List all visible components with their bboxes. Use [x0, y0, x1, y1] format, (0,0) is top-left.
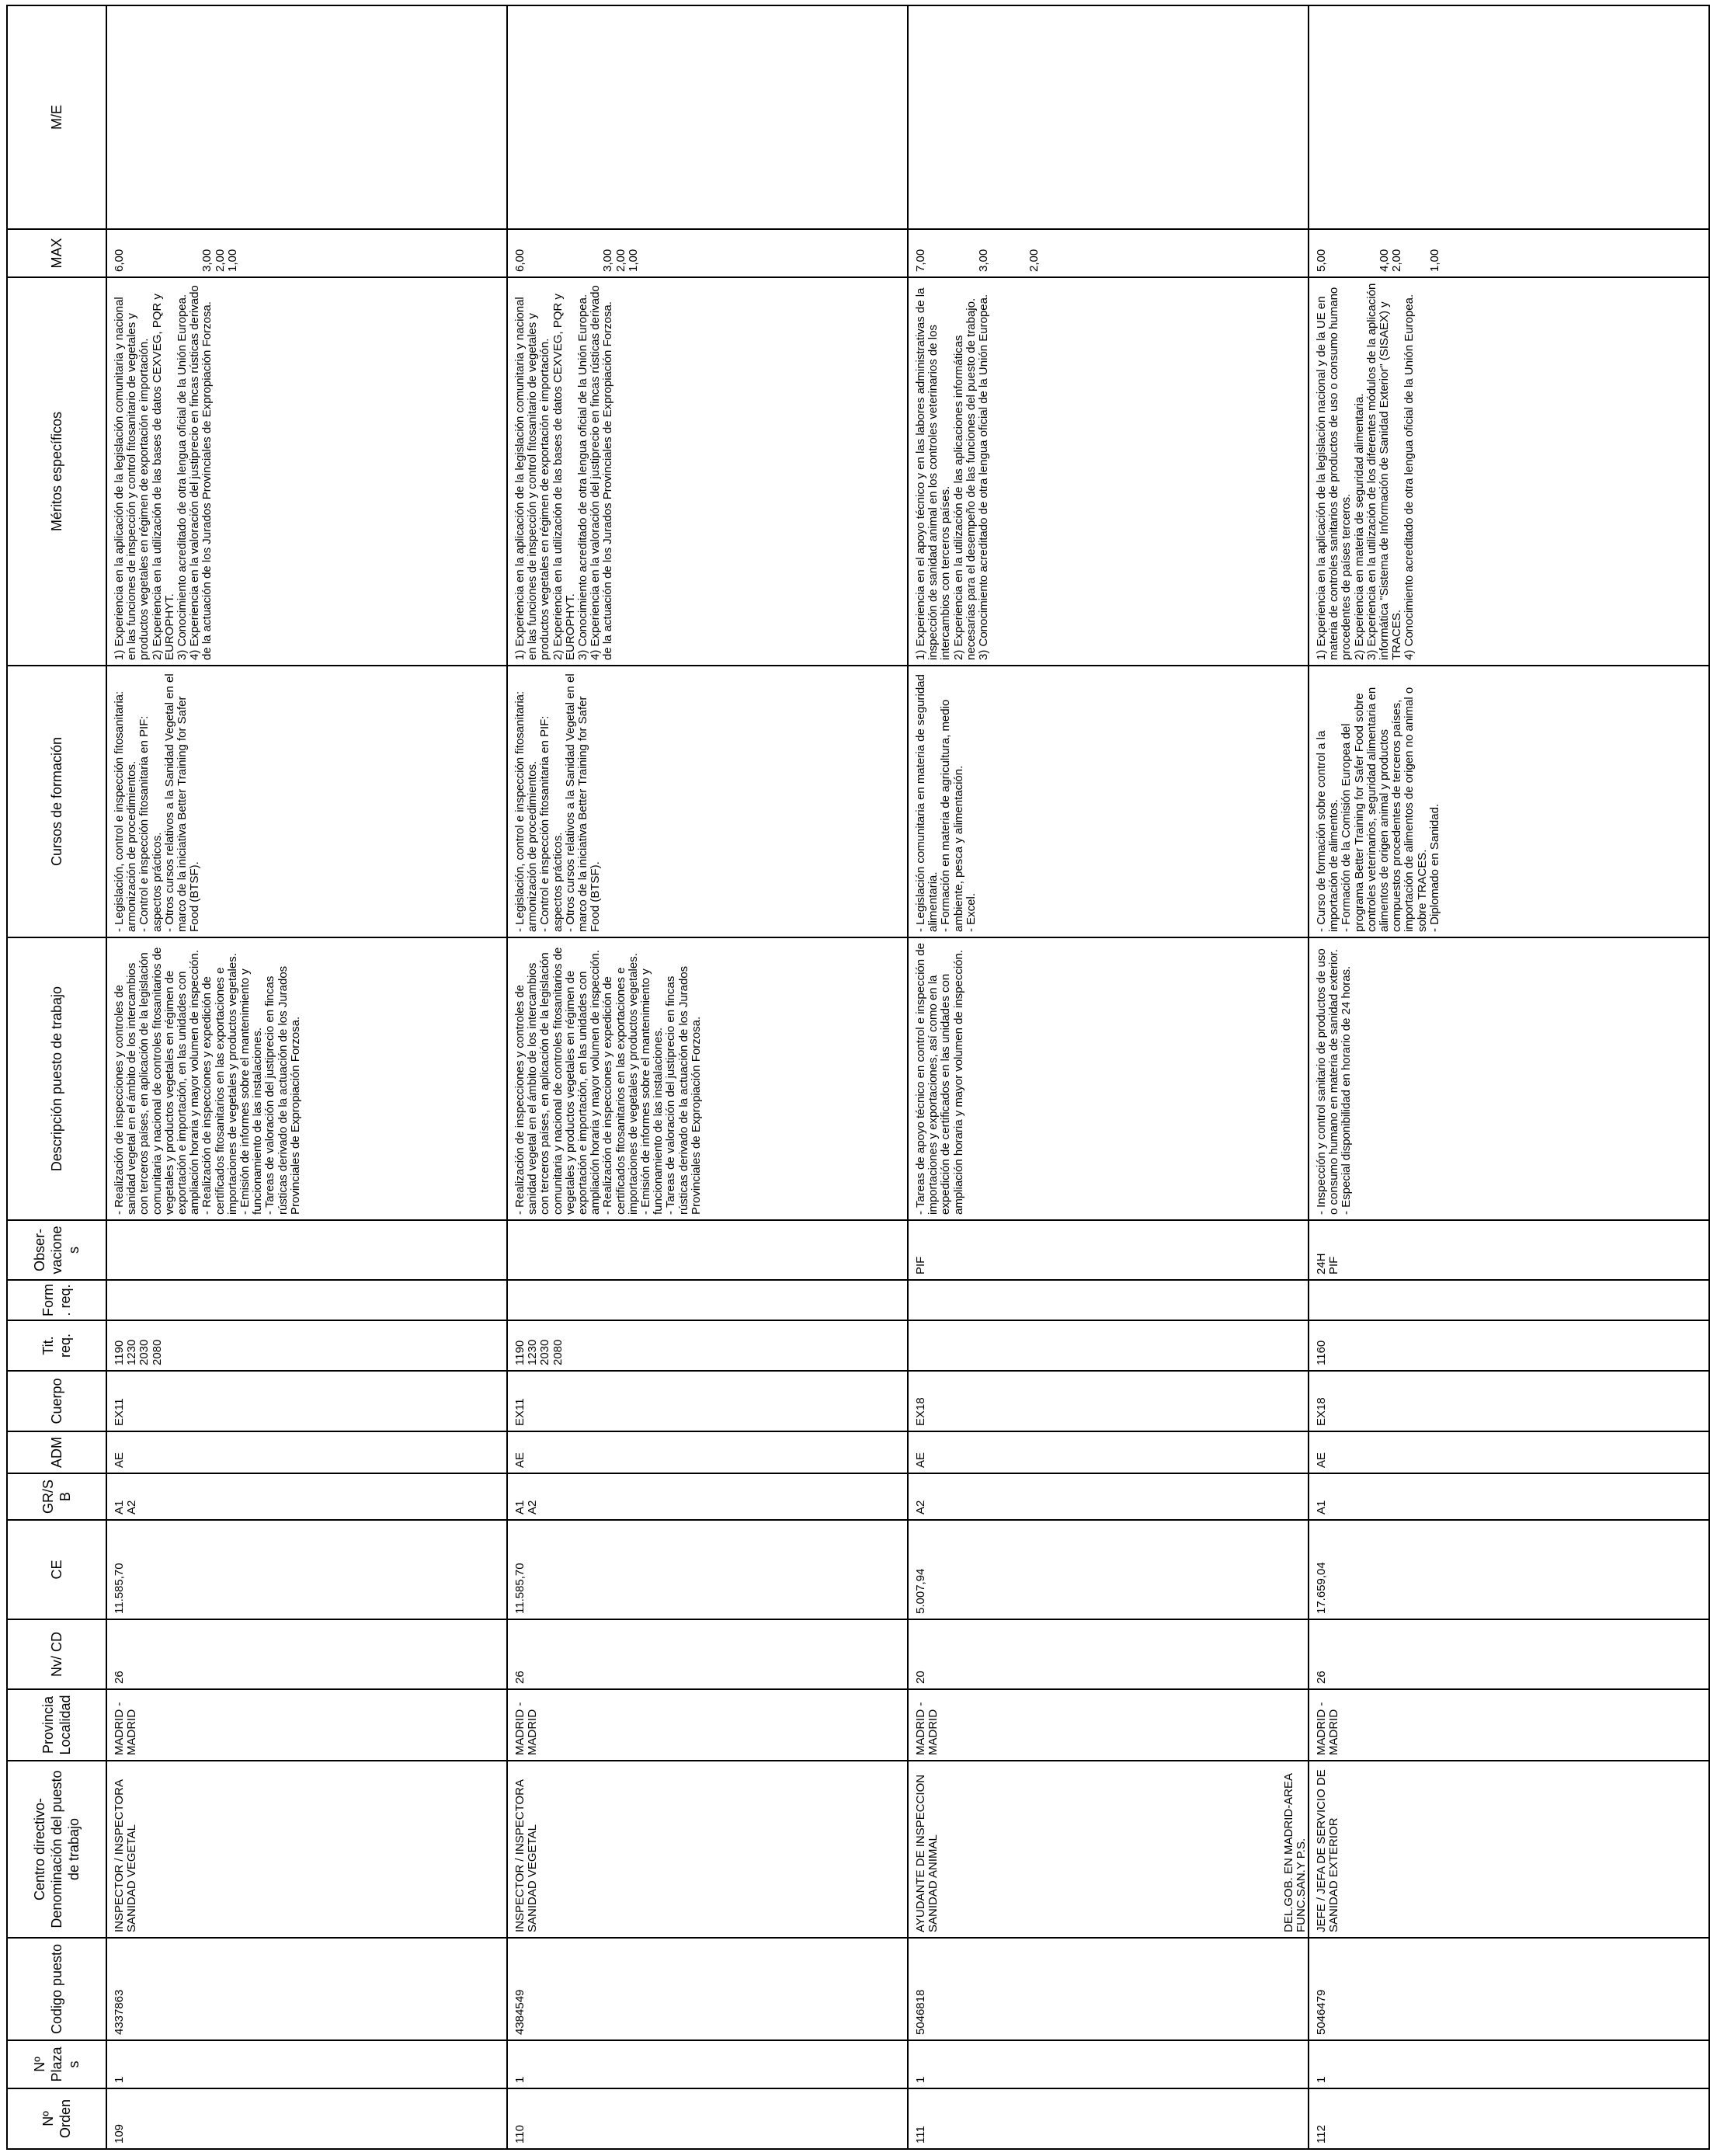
- cell-cuerpo: EX18: [1309, 1371, 1709, 1431]
- header-formacion: Form. req.: [7, 1280, 106, 1320]
- max-value: [1403, 235, 1416, 272]
- cell-max: [507, 229, 908, 277]
- cell-cuerpo: EX11: [106, 1371, 507, 1431]
- max-value: [1340, 235, 1353, 272]
- cell-centro: [908, 1761, 1309, 1938]
- max-value: 2,00: [1027, 249, 1041, 272]
- header-grupo: GR/SB: [7, 1473, 106, 1520]
- cell-plazas: 1: [908, 2040, 1309, 2088]
- cell-plazas: 1: [1309, 2040, 1709, 2088]
- cell-centro: [507, 1761, 908, 1938]
- table-row: [908, 5, 1309, 2149]
- cell-nivel: 26: [507, 1619, 908, 1689]
- max-value: [164, 235, 176, 272]
- max-value: [151, 235, 164, 272]
- cell-cursos: - Legislación, control e inspección fitosanitaria: armonización de procedimientos. - Control e inspección fitosanitaria en PIF: aspectos prácticos. - Otros cursos relativos a la Sanidad Vegetal en el marco de la iniciativa Better Training for Safer Food (BTSF).: [507, 666, 908, 937]
- cell-ce: 11.585,70: [106, 1520, 507, 1619]
- max-value: [176, 235, 189, 272]
- cell-cursos: - Legislación, control e inspección fitosanitaria: armonización de procedimientos. - Control e inspección fitosanitaria en PIF: aspectos prácticos. - Otros cursos relativos a la Sanidad Vegetal en el marco de la iniciativa Better Training for Safer Food (BTSF).: [106, 666, 507, 937]
- cell-centro: [106, 1761, 507, 1938]
- cell-provincia: MADRID - MADRID: [908, 1689, 1309, 1761]
- centro-directivo: DEL.GOB. EN MADRID-AREA FUNC.SAN.Y P.S.: [1281, 1772, 1308, 1932]
- cell-ce: 11.585,70: [507, 1520, 908, 1619]
- header-row: [7, 5, 106, 2149]
- header-orden: Nº Orden: [7, 2088, 106, 2149]
- cell-observaciones: [106, 1220, 507, 1280]
- header-max: MAX: [7, 229, 106, 277]
- cell-cursos: - Legislación comunitaria en materia de seguridad alimentaria. - Formación en materia de agricultura, medio ambiente, pesca y alimentación. - Excel.: [908, 666, 1309, 937]
- cell-orden: 112: [1309, 2088, 1709, 2149]
- header-centro: Centro directivo- Denominación del puesto de trabajo: [7, 1761, 106, 1938]
- cell-observaciones: 24H PIF: [1309, 1220, 1709, 1280]
- max-value: [552, 235, 565, 272]
- header-descripcion: Descripción puesto de trabajo: [7, 937, 106, 1220]
- max-value: [539, 235, 551, 272]
- header-cursos: Cursos de formación: [7, 666, 106, 937]
- header-me: M/E: [7, 5, 106, 229]
- cell-max: [1309, 229, 1709, 277]
- cell-titulacion: [908, 1320, 1309, 1371]
- cell-nivel: 26: [106, 1619, 507, 1689]
- cell-codigo: 5046479: [1309, 1938, 1709, 2040]
- cell-nivel: 26: [1309, 1619, 1709, 1689]
- header-nivel: Nv/ CD: [7, 1619, 106, 1689]
- max-value: 2,00: [1390, 249, 1404, 272]
- max-value: 3,00: [200, 249, 214, 272]
- cell-grupo: A1 A2: [106, 1473, 507, 1520]
- header-observaciones: Obser- vaciones: [7, 1220, 106, 1280]
- cell-formacion: [908, 1280, 1309, 1320]
- cell-descripcion: - Tareas de apoyo técnico en control e inspección de importaciones y exportaciones, así como en la expedición de certificados en las unidades con ampliación horaria y mayor volumen de inspección.: [908, 937, 1309, 1220]
- max-value: [589, 235, 602, 272]
- header-ce: CE: [7, 1520, 106, 1619]
- header-plazas: Nº Plazas: [7, 2040, 106, 2088]
- cell-titulacion: 1190 1230 2030 2080: [507, 1320, 908, 1371]
- cell-provincia: MADRID - MADRID: [507, 1689, 908, 1761]
- max-value: 7,00: [914, 249, 927, 272]
- cell-ce: 17.659,04: [1309, 1520, 1709, 1619]
- centro-puesto: INSPECTOR / INSPECTORA SANIDAD VEGETAL: [513, 1779, 540, 1932]
- max-value: [990, 235, 1003, 272]
- cell-descripcion: - Inspección y control sanitario de productos de uso o consumo humano en materia de sanidad exterior. - Especial disponibilidad en horario de 24 horas.: [1309, 937, 1709, 1220]
- header-adm: ADM: [7, 1431, 106, 1473]
- cell-descripcion: - Realización de inspecciones y controles de sanidad vegetal en el ámbito de los intercambios con terceros países, en aplicación de la legislación comunitaria y nacional de controles fitosanitarios de vegetales y productos vegetales en régimen de exportación e importación, en las unidades con ampliación horaria y mayor volumen de inspección. - Realización de inspecciones y expedición de certificados fitosanitarios en las exportaciones e importaciones de vegetales y productos vegetales. - Emisión de informes sobre el mantenimiento y funcionamiento de las instalaciones. - Tareas de valoración del justiprecio en fincas rústicas derivado de la actuación de los Jurados Provinciales de Expropiación Forzosa.: [507, 937, 908, 1220]
- cell-grupo: A2: [908, 1473, 1309, 1520]
- max-value: 6,00: [513, 249, 527, 272]
- max-value: 6,00: [113, 249, 126, 272]
- max-value: 3,00: [977, 249, 991, 272]
- cell-meritos: 1) Experiencia en la aplicación de la legislación comunitaria y nacional en las funciones de inspección y control fitosanitario de vegetales y productos vegetales en régimen de exportación e importación. 2) Experiencia en la utilización de las bases de datos CEXVEG, PQR y EUROPHYT. 3) Conocimiento acreditado de otra lengua oficial de la Unión Europea. 4) Experiencia en la valoración del justiprecio en fincas rústicas derivado de la actuación de los Jurados Provinciales de Expropiación Forzosa.: [106, 277, 507, 666]
- table-row: [1309, 5, 1709, 2149]
- max-value: [138, 235, 151, 272]
- cell-observaciones: PIF: [908, 1220, 1309, 1280]
- header-meritos: Méritos específicos: [7, 277, 106, 666]
- cell-nivel: 20: [908, 1619, 1309, 1689]
- max-value: 1,00: [225, 249, 239, 272]
- cell-plazas: 1: [507, 2040, 908, 2088]
- centro-puesto: INSPECTOR / INSPECTORA SANIDAD VEGETAL: [113, 1779, 139, 1932]
- cell-formacion: [507, 1280, 908, 1320]
- max-value: [1366, 235, 1378, 272]
- max-value: 4,00: [1378, 249, 1392, 272]
- cell-codigo: 5046818: [908, 1938, 1309, 2040]
- cell-meritos: 1) Experiencia en la aplicación de la legislación comunitaria y nacional en las funciones de inspección y control fitosanitario de vegetales y productos vegetales en régimen de exportación e importación. 2) Experiencia en la utilización de las bases de datos CEXVEG, PQR y EUROPHYT. 3) Conocimiento acreditado de otra lengua oficial de la Unión Europea. 4) Experiencia en la valoración del justiprecio en fincas rústicas derivado de la actuación de los Jurados Provinciales de Expropiación Forzosa.: [507, 277, 908, 666]
- cell-adm: AE: [908, 1431, 1309, 1473]
- max-value: [565, 235, 577, 272]
- cell-me: [507, 5, 908, 229]
- cell-observaciones: [507, 1220, 908, 1280]
- cell-meritos: 1) Experiencia en el apoyo técnico y en las labores administrativas de la inspección de sanidad animal en los controles veterinarios de los intercambios con terceros países. 2) Experiencia en la utilización de las aplicaciones informáticas necesarias para el desempeño de las funciones del puesto de trabajo. 3) Conocimiento acreditado de otra lengua oficial de la Unión Europea.: [908, 277, 1309, 666]
- cell-grupo: A1: [1309, 1473, 1709, 1520]
- cell-codigo: 4337863: [106, 1938, 507, 2040]
- cell-provincia: MADRID - MADRID: [106, 1689, 507, 1761]
- max-value: [1416, 235, 1429, 272]
- header-cuerpo: Cuerpo: [7, 1371, 106, 1431]
- puestos-table: [6, 5, 1710, 2150]
- max-value: [126, 235, 138, 272]
- max-value: [940, 235, 952, 272]
- max-value: [1354, 235, 1366, 272]
- cell-plazas: 1: [106, 2040, 507, 2088]
- max-value: 5,00: [1315, 249, 1328, 272]
- cell-provincia: MADRID - MADRID: [1309, 1689, 1709, 1761]
- cell-codigo: 4384549: [507, 1938, 908, 2040]
- cell-cuerpo: EX18: [908, 1371, 1309, 1431]
- max-value: [1328, 235, 1340, 272]
- cell-adm: AE: [1309, 1431, 1709, 1473]
- max-value: [189, 235, 201, 272]
- max-value: [927, 235, 940, 272]
- max-value: [1016, 235, 1028, 272]
- cell-titulacion: 1190 1230 2030 2080: [106, 1320, 507, 1371]
- centro-puesto: JEFE / JEFA DE SERVICIO DE SANIDAD EXTERIOR: [1315, 1769, 1341, 1932]
- max-value: [953, 235, 965, 272]
- table-row: [507, 5, 908, 2149]
- cell-titulacion: 1160: [1309, 1320, 1709, 1371]
- cell-ce: 5.007,94: [908, 1520, 1309, 1619]
- header-titulacion: Tit. req.: [7, 1320, 106, 1371]
- cell-formacion: [106, 1280, 507, 1320]
- table-row: [106, 5, 507, 2149]
- cell-orden: 111: [908, 2088, 1309, 2149]
- cell-adm: AE: [507, 1431, 908, 1473]
- cell-descripcion: - Realización de inspecciones y controles de sanidad vegetal en el ámbito de los intercambios con terceros países, en aplicación de la legislación comunitaria y nacional de controles fitosanitarios de vegetales y productos vegetales en régimen de exportación e importación, en las unidades con ampliación horaria y mayor volumen de inspección. - Realización de inspecciones y expedición de certificados fitosanitarios en las exportaciones e importaciones de vegetales y productos vegetales. - Emisión de informes sobre el mantenimiento y funcionamiento de las instalaciones. - Tareas de valoración del justiprecio en fincas rústicas derivado de la actuación de los Jurados Provinciales de Expropiación Forzosa.: [106, 937, 507, 1220]
- cell-max: [106, 229, 507, 277]
- cell-cuerpo: EX11: [507, 1371, 908, 1431]
- max-value: 2,00: [213, 249, 227, 272]
- cell-me: [1309, 5, 1709, 229]
- max-value: [965, 235, 978, 272]
- cell-orden: 110: [507, 2088, 908, 2149]
- cell-max: [908, 229, 1309, 277]
- cell-meritos: 1) Experiencia en la aplicación de la legislación nacional y de la UE en materia de controles sanitarios de productos de uso o consumo humano procedentes de países terceros. 2) Experiencia en materia de seguridad alimentaria. 3) Experiencia en la utilización de los diferentes módulos de la aplicación informática "Sistema de Información de Sanidad Exterior" (SISAEX) y TRACES. 4) Conocimiento acreditado de otra lengua oficial de la Unión Europea.: [1309, 277, 1709, 666]
- cell-adm: AE: [106, 1431, 507, 1473]
- max-value: [527, 235, 539, 272]
- max-value: 3,00: [601, 249, 615, 272]
- cell-grupo: A1 A2: [507, 1473, 908, 1520]
- max-value: 1,00: [1427, 249, 1441, 272]
- cell-cursos: - Curso de formación sobre control a la importación de alimentos. - Formación de la Comisión Europea del programa Better Training for Safer Food sobre controles veterinarios, seguridad alimentaria en alimentos de origen animal y productos compuestos procedentes de terceros países, importación de alimentos de origen no animal o sobre TRACES. - Diplomado en Sanidad.: [1309, 666, 1709, 937]
- cell-centro: [1309, 1761, 1709, 1938]
- centro-puesto: AYUDANTE DE INSPECCION SANIDAD ANIMAL: [914, 1774, 940, 1932]
- cell-me: [908, 5, 1309, 229]
- cell-orden: 109: [106, 2088, 507, 2149]
- max-value: [1003, 235, 1015, 272]
- max-value: 2,00: [613, 249, 627, 272]
- header-provincia: Provincia Localidad: [7, 1689, 106, 1761]
- header-codigo: Codigo puesto: [7, 1938, 106, 2040]
- max-value: [577, 235, 589, 272]
- max-value: 1,00: [626, 249, 640, 272]
- cell-me: [106, 5, 507, 229]
- cell-formacion: [1309, 1280, 1709, 1320]
